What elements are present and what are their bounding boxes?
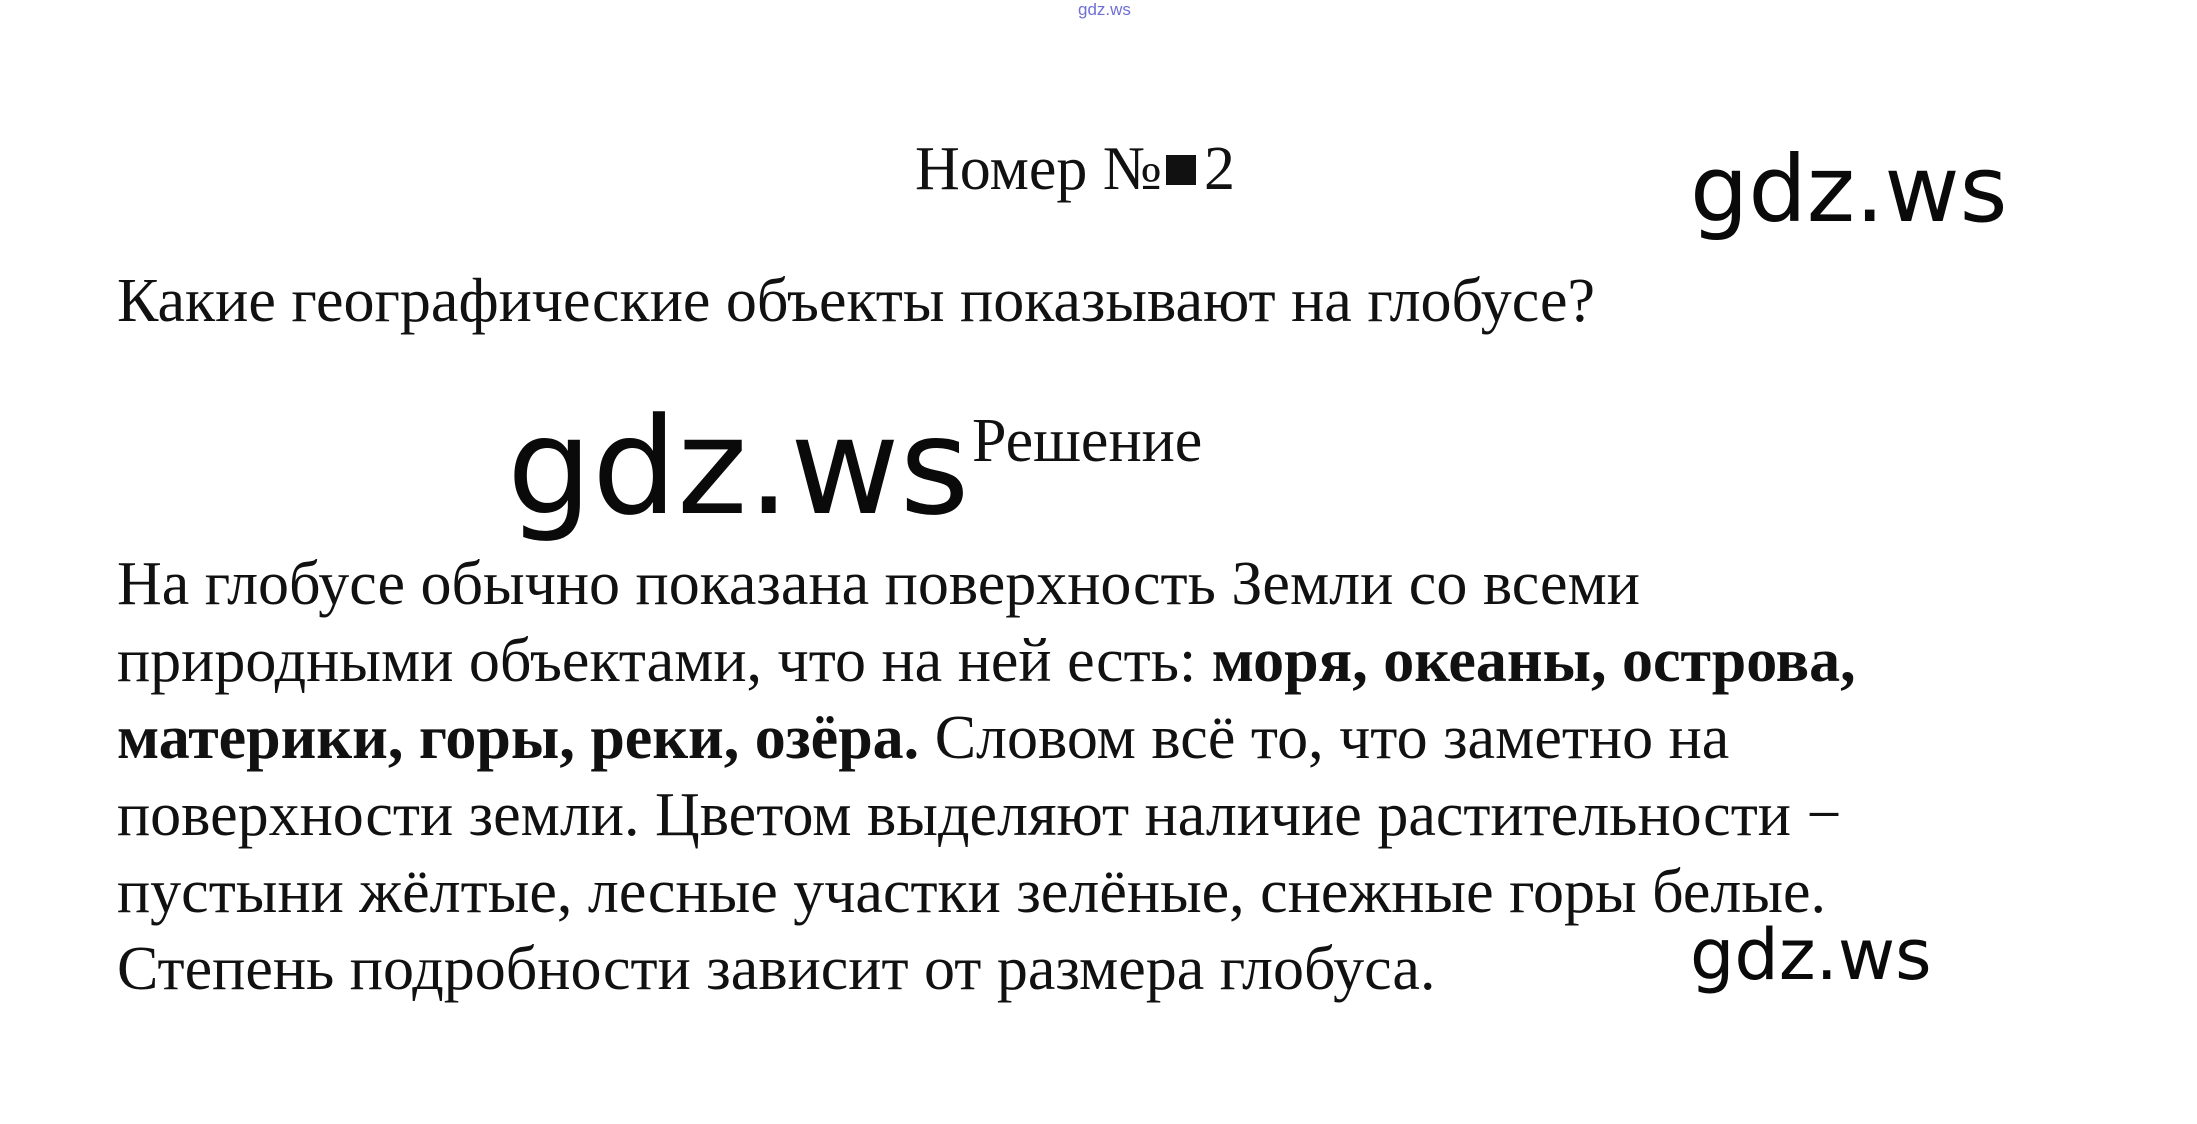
- answer-line: [117, 700, 2127, 777]
- task-number-heading: [915, 135, 1236, 203]
- watermark-top: gdz.ws: [1690, 136, 2008, 243]
- answer-line: поверхности земли. Цветом выделяют наличие растительности −: [117, 781, 1842, 849]
- answer-emphasis: материки, горы, реки, озёра.: [117, 704, 920, 772]
- source-watermark-small: gdz.ws: [1078, 0, 1131, 19]
- answer-line: Степень подробности зависит от размера глобуса.: [117, 935, 1436, 1003]
- answer-text: Словом всё то, что заметно на: [919, 704, 1730, 772]
- question-text: Какие географические объекты показывают на глобусе?: [117, 267, 1596, 335]
- answer-line: пустыни жёлтые, лесные участки зелёные, снежные горы белые.: [117, 858, 1826, 926]
- solution-label: Решение: [972, 407, 1203, 475]
- square-bullet-icon: [1166, 155, 1196, 185]
- answer-line: [117, 623, 2127, 700]
- answer-emphasis: моря, океаны, острова,: [1211, 627, 1856, 695]
- watermark-middle: gdz.ws: [507, 389, 970, 545]
- watermark-bottom: gdz.ws: [1690, 914, 1932, 996]
- task-number-prefix: Номер №: [915, 135, 1163, 203]
- answer-text: природными объектами, что на ней есть:: [117, 627, 1212, 695]
- answer-line: На глобусе обычно показана поверхность Земли со всеми: [117, 550, 1640, 618]
- task-number-value: 2: [1204, 135, 1236, 203]
